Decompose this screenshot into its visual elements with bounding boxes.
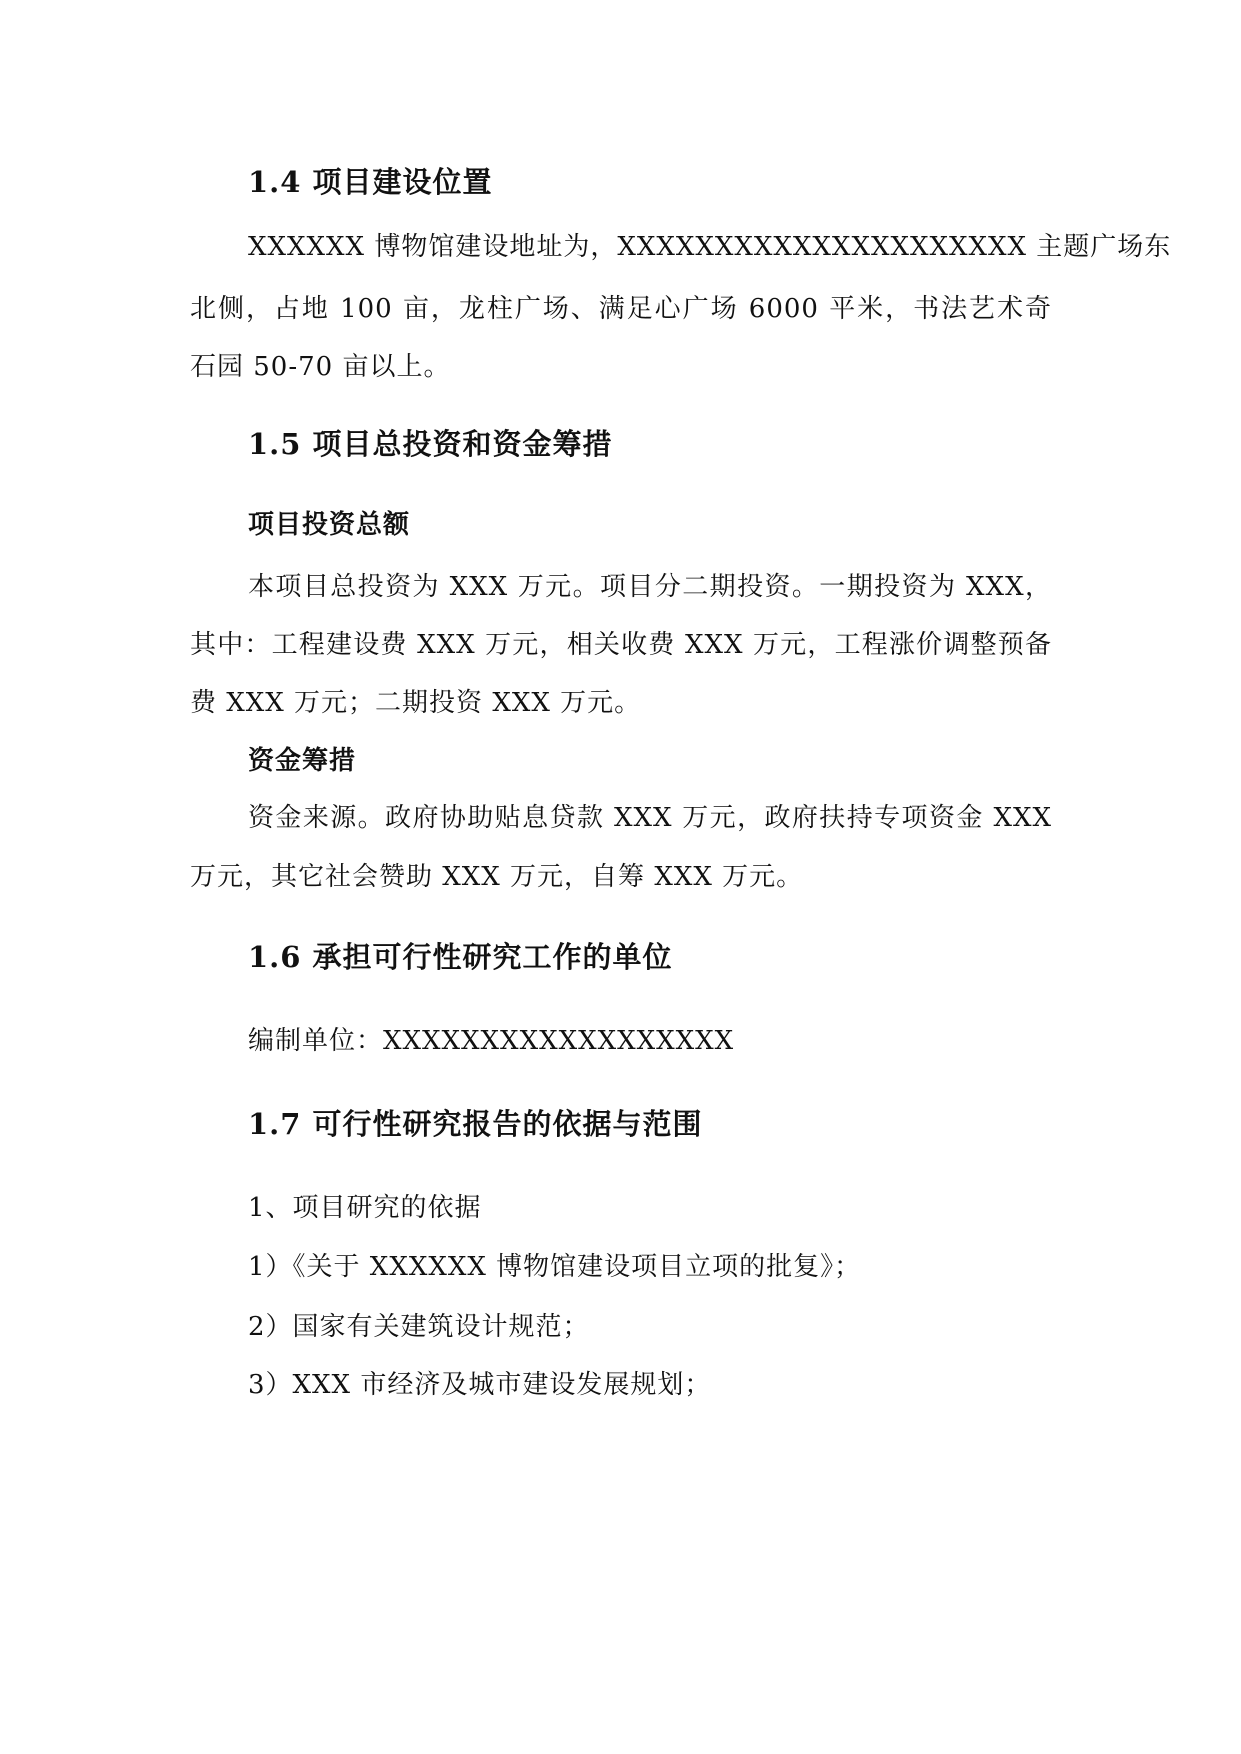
paragraph-line: 费 XXX 万元；二期投资 XXX 万元。 [190,688,642,718]
section-heading-1-4: 1.4 项目建设位置 [248,165,493,199]
paragraph-line: 万元，其它社会赞助 XXX 万元，自筹 XXX 万元。 [190,862,804,892]
subheading-fund-raising: 资金筹措 [248,746,357,776]
list-item: 1）《关于 XXXXXX 博物馆建设项目立项的批复》； [248,1252,862,1282]
section-heading-1-6: 1.6 承担可行性研究工作的单位 [248,940,673,974]
paragraph-line: 资金来源。政府协助贴息贷款 XXX 万元，政府扶持专项资金 XXX [248,803,1052,833]
list-item: 2）国家有关建筑设计规范； [248,1312,590,1342]
list-item: 3）XXX 市经济及城市建设发展规划； [248,1370,712,1400]
paragraph-line: XXXXXX 博物馆建设地址为，XXXXXXXXXXXXXXXXXXXXX 主题广场东 [248,232,1172,262]
list-item: 1、项目研究的依据 [248,1193,482,1223]
subheading-investment-total: 项目投资总额 [248,510,411,540]
paragraph-line: 北侧，占地 100 亩，龙柱广场、满足心广场 6000 平米，书法艺术奇 [190,294,1052,324]
paragraph-line: 石园 50-70 亩以上。 [190,352,451,382]
section-heading-1-7: 1.7 可行性研究报告的依据与范围 [248,1107,703,1141]
paragraph-line: 编制单位：XXXXXXXXXXXXXXXXXX [248,1026,735,1056]
paragraph-line: 本项目总投资为 XXX 万元。项目分二期投资。一期投资为 XXX， [248,572,1052,602]
paragraph-line: 其中：工程建设费 XXX 万元，相关收费 XXX 万元，工程涨价调整预备 [190,630,1052,660]
section-heading-1-5: 1.5 项目总投资和资金筹措 [248,427,613,461]
